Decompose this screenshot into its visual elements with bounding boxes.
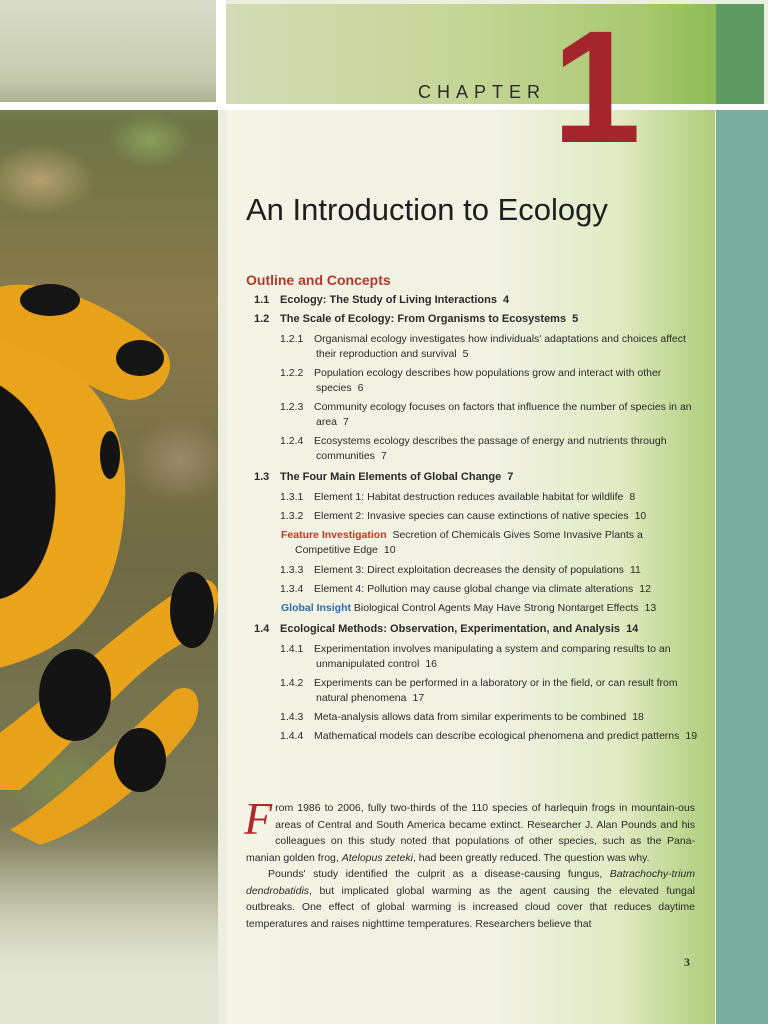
item-text: Experiments can be performed in a laboratory or in the field, or can result from natural phenomena	[314, 677, 678, 704]
chapter-label: CHAPTER	[418, 82, 547, 102]
section-number: 1.1	[254, 294, 270, 306]
item-page: 10	[634, 510, 647, 522]
paragraph-1	[244, 793, 695, 866]
paragraph-1-text-end: , had been greatly reduced. The question was why.	[412, 851, 650, 864]
item-page: 8	[629, 491, 636, 503]
toc-item-1-4-2[interactable]	[246, 676, 716, 706]
fungus-name: Batrachochy-trium dendrobatidis	[246, 868, 695, 897]
toc-item-1-3-1[interactable]	[246, 490, 716, 505]
divider-strip	[0, 102, 218, 110]
section-title: Ecology: The Study of Living Interactions	[280, 294, 497, 306]
header-accent	[716, 4, 764, 104]
item-text: Organismal ecology investigates how individuals' adaptations and choices affect their reproduction and survival	[314, 333, 686, 360]
item-page: 16	[425, 658, 438, 670]
item-page: 5	[462, 348, 469, 360]
section-page: 7	[507, 471, 514, 483]
item-page: 11	[629, 564, 641, 576]
toc-item-1-3-4[interactable]	[246, 582, 716, 597]
toc-section-1-4[interactable]	[246, 623, 716, 635]
feature-page: 10	[383, 544, 396, 556]
section-number: 1.3	[254, 471, 270, 483]
toc-item-1-2-1[interactable]	[246, 332, 716, 362]
item-text: Mathematical models can describe ecological phenomena and predict patterns	[314, 730, 680, 742]
harlequin-frog-illustration	[0, 270, 218, 850]
item-number: 1.3.4	[280, 583, 304, 595]
item-number: 1.4.2	[280, 677, 304, 689]
divider-vertical	[216, 0, 226, 110]
item-text: Community ecology focuses on factors that influence the number of species in an area	[314, 401, 692, 428]
item-number: 1.4.4	[280, 730, 304, 742]
toc-item-1-3-3[interactable]	[246, 563, 716, 578]
paragraph-2-text: Pounds' study identified the culprit as a disease-causing fungus,	[268, 868, 610, 880]
item-text: Experimentation involves manipulating a system and comparing results to an unmanipulated control	[314, 643, 671, 670]
section-page: 4	[502, 294, 510, 306]
frog-photo	[0, 0, 218, 1024]
item-page: 17	[412, 692, 425, 704]
toc-feature-investigation[interactable]	[246, 528, 716, 558]
section-page: 14	[626, 623, 639, 635]
drop-cap: F	[244, 793, 273, 844]
item-number: 1.4.3	[280, 711, 304, 723]
chapter-number: 1	[552, 0, 641, 176]
item-number: 1.2.2	[280, 367, 304, 379]
item-number: 1.2.1	[280, 333, 304, 345]
item-number: 1.2.3	[280, 401, 304, 413]
paragraph-2-text-end: , but implicated global warming as the agent causing the elevated fungal outbreaks. One effect of global warming is increased cloud cover that reduces daytime temperatures and raises nighttime temperatures. Researchers believe that	[246, 884, 695, 930]
chapter-intro-text	[244, 793, 695, 932]
toc-item-1-2-4[interactable]	[246, 434, 716, 464]
item-page: 6	[357, 382, 364, 394]
global-insight-page: 13	[644, 602, 657, 614]
outline-heading: Outline and Concepts	[246, 272, 391, 288]
toc-item-1-4-3[interactable]	[246, 710, 716, 725]
toc-item-1-4-1[interactable]	[246, 642, 716, 672]
item-number: 1.4.1	[280, 643, 304, 655]
item-page: 12	[639, 583, 651, 595]
feature-text: Secretion of Chemicals Gives Some Invasive Plants a Competitive Edge	[295, 529, 643, 556]
section-number: 1.4	[254, 623, 270, 635]
outline-list	[246, 294, 716, 748]
photo-top-fade	[0, 0, 218, 110]
paragraph-2	[246, 866, 695, 932]
section-title: The Four Main Elements of Global Change	[280, 471, 502, 483]
page-number: 3	[684, 955, 690, 969]
photo-bottom-fade	[0, 844, 218, 1024]
item-page: 7	[343, 416, 349, 428]
toc-global-insight[interactable]	[246, 601, 716, 616]
section-page: 5	[572, 313, 579, 325]
item-number: 1.3.3	[280, 564, 304, 576]
species-name: Atelopus zeteki	[341, 851, 413, 864]
item-number: 1.3.1	[280, 491, 304, 503]
item-page: 7	[380, 450, 387, 462]
item-text: Element 4: Pollution may cause global change via climate alterations	[314, 583, 634, 595]
item-text: Meta-analysis allows data from similar experiments to be combined	[314, 711, 627, 723]
section-title: The Scale of Ecology: From Organisms to Ecosystems	[280, 313, 567, 325]
section-number: 1.2	[254, 313, 270, 325]
item-text: Population ecology describes how populations grow and interact with other species	[314, 367, 662, 394]
toc-item-1-4-4[interactable]	[246, 729, 716, 744]
item-text: Element 3: Direct exploitation decreases the density of populations	[314, 564, 624, 576]
paragraph-1-text: rom 1986 to 2006, fully two-thirds of the 110 species of harlequin frogs in mountain-ous areas of Central and South America became extinct. Researcher J. Alan Pounds and his colleagues on this study noted that populations of other species, such as the Pana-manian golden frog,	[246, 802, 695, 864]
item-text: Element 2: Invasive species can cause extinctions of native species	[314, 510, 629, 522]
item-page: 18	[632, 711, 644, 723]
toc-item-1-3-2[interactable]	[246, 509, 716, 524]
feature-investigation-label: Feature Investigation	[281, 529, 387, 541]
side-teal-bar	[716, 110, 768, 1024]
global-insight-text: Biological Control Agents May Have Strong Nontarget Effects	[353, 602, 639, 614]
chapter-title: An Introduction to Ecology	[246, 192, 608, 227]
toc-item-1-2-3[interactable]	[246, 400, 716, 430]
item-number: 1.3.2	[280, 510, 304, 522]
item-text: Ecosystems ecology describes the passage of energy and nutrients through communities	[314, 435, 667, 462]
toc-section-1-2[interactable]	[246, 313, 716, 325]
item-text: Element 1: Habitat destruction reduces available habitat for wildlife	[314, 491, 624, 503]
section-title: Ecological Methods: Observation, Experimentation, and Analysis	[280, 623, 621, 635]
toc-section-1-1[interactable]	[246, 294, 716, 306]
toc-section-1-3[interactable]	[246, 471, 716, 483]
global-insight-label: Global Insight	[281, 602, 351, 614]
item-number: 1.2.4	[280, 435, 304, 447]
toc-item-1-2-2[interactable]	[246, 366, 716, 396]
item-page: 19	[685, 730, 698, 742]
